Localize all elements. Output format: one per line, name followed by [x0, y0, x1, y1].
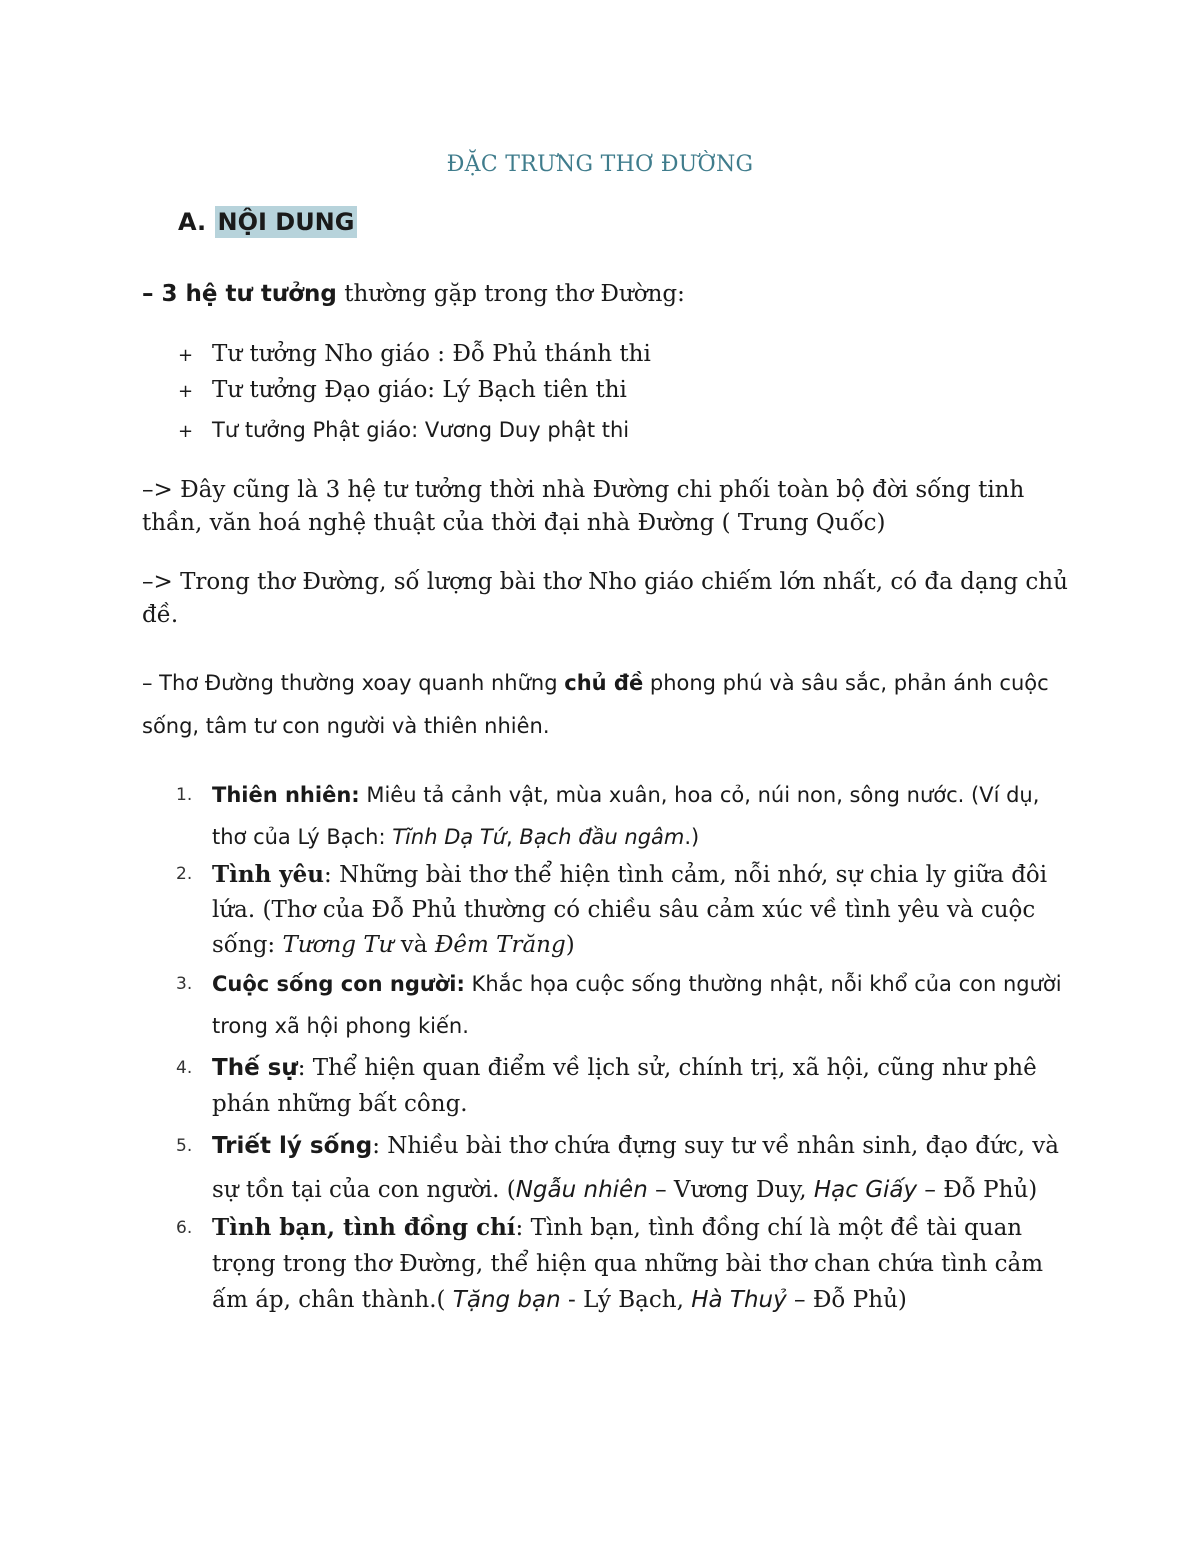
- document-title: ĐẶC TRƯNG THƠ ĐƯỜNG: [446, 152, 754, 177]
- list-number: 2.: [176, 864, 193, 884]
- poem-title: Tĩnh Dạ Tứ: [392, 825, 507, 849]
- list-number: 5.: [176, 1136, 193, 1156]
- list-number: 3.: [176, 974, 193, 994]
- theme-text: : Nhiều bài thơ chứa đựng suy tư về nhân sinh, đạo đức, và sự tồn tại của con người. (: [212, 1133, 1060, 1203]
- section-heading: [178, 208, 357, 236]
- poem-title: Tương Tư: [282, 932, 394, 958]
- theme-text-mid: - Lý Bạch,: [560, 1287, 692, 1313]
- bullet-marker: +: [178, 421, 194, 442]
- theme-text-mid: và: [393, 932, 435, 958]
- themes-intro-post: phong phú và sâu sắc, phản ánh cuộc sống, tâm tư con người và thiên nhiên.: [142, 671, 1049, 738]
- theme-text-end: – Đỗ Phủ): [917, 1177, 1038, 1203]
- theme-label: Triết lý sống: [212, 1133, 373, 1159]
- bullet-text: Tư tưởng Phật giáo: Vương Duy phật thi: [212, 418, 630, 442]
- theme-text-end: – Đỗ Phủ): [786, 1287, 907, 1313]
- list-item: [178, 338, 651, 372]
- theme-label: Thế sự: [212, 1055, 298, 1081]
- theme-text: Miêu tả cảnh vật, mùa xuân, hoa cỏ, núi non, sông nước. (Ví dụ, thơ của Lý Bạch:: [212, 783, 1040, 849]
- theme-label: Tình yêu: [212, 861, 325, 888]
- intro-dash: – 3: [142, 281, 186, 307]
- note-paragraph-2: –> Trong thơ Đường, số lượng bài thơ Nho giáo chiếm lớn nhất, có đa dạng chủ đề.: [142, 569, 1068, 628]
- bullet-text: Tư tưởng Nho giáo : Đỗ Phủ thánh thi: [212, 341, 651, 367]
- poem-title: Tặng bạn: [452, 1287, 561, 1313]
- bullet-text: Tư tưởng Đạo giáo: Lý Bạch tiên thi: [212, 377, 627, 403]
- poem-title: Ngẫu nhiên: [515, 1177, 648, 1203]
- theme-text: Khắc họa cuộc sống thường nhật, nỗi khổ của con người trong xã hội phong kiến.: [212, 972, 1062, 1038]
- list-number: 1.: [176, 785, 193, 805]
- list-item: [176, 1210, 1076, 1318]
- theme-text-end: .): [684, 825, 700, 849]
- intro-rest: thường gặp trong thơ Đường:: [336, 281, 685, 307]
- list-item: [178, 374, 627, 408]
- list-item: [176, 857, 1076, 963]
- poem-title: Hạc Giấy: [813, 1177, 918, 1203]
- list-number: 6.: [176, 1218, 193, 1238]
- themes-intro: [142, 662, 1062, 748]
- themes-intro-bold: chủ đề: [564, 671, 644, 695]
- theme-text-mid: ,: [506, 825, 520, 849]
- note-paragraph-1: –> Đây cũng là 3 hệ tư tưởng thời nhà Đường chi phối toàn bộ đời sống tinh thần, văn hoá nghệ thuật của thời đại nhà Đường ( Trung Quốc): [142, 477, 1025, 536]
- list-item: [176, 774, 1076, 858]
- theme-text: : Những bài thơ thể hiện tình cảm, nỗi nhớ, sự chia ly giữa đôi lứa. (Thơ của Đỗ Phủ thường có chiều sâu cảm xúc về tình yêu và cuộc sống:: [212, 862, 1048, 958]
- bullet-marker: +: [178, 345, 194, 366]
- theme-text: : Tình bạn, tình đồng chí là một đề tài quan trọng trong thơ Đường, thể hiện qua những bài thơ chan chứa tình cảm ấm áp, chân thành.(: [212, 1215, 1044, 1313]
- themes-intro-pre: – Thơ Đường thường xoay quanh những: [142, 671, 565, 695]
- theme-label: Tình bạn, tình đồng chí: [212, 1214, 516, 1241]
- list-item: [176, 1124, 1076, 1212]
- list-number: 4.: [176, 1058, 193, 1078]
- section-heading-text: NỘI DUNG: [215, 206, 358, 238]
- poem-title: Hà Thuỷ: [691, 1287, 787, 1313]
- theme-text: : Thể hiện quan điểm về lịch sử, chính trị, xã hội, cũng như phê phán những bất công.: [212, 1055, 1037, 1117]
- theme-text-end: ): [565, 932, 575, 958]
- list-item: [176, 963, 1076, 1047]
- list-item: [176, 1050, 1076, 1122]
- theme-label: Thiên nhiên:: [212, 783, 360, 807]
- theme-label: Cuộc sống con người:: [212, 972, 465, 996]
- section-letter: A.: [178, 208, 207, 236]
- intro-bold: hệ tư tưởng: [185, 281, 337, 307]
- poem-title: Bạch đầu ngâm: [519, 825, 685, 849]
- list-item: [178, 414, 629, 448]
- bullet-marker: +: [178, 381, 194, 402]
- theme-text-mid: – Vương Duy,: [647, 1177, 814, 1203]
- poem-title: Đêm Trăng: [434, 932, 566, 958]
- intro-paragraph: [142, 278, 1072, 311]
